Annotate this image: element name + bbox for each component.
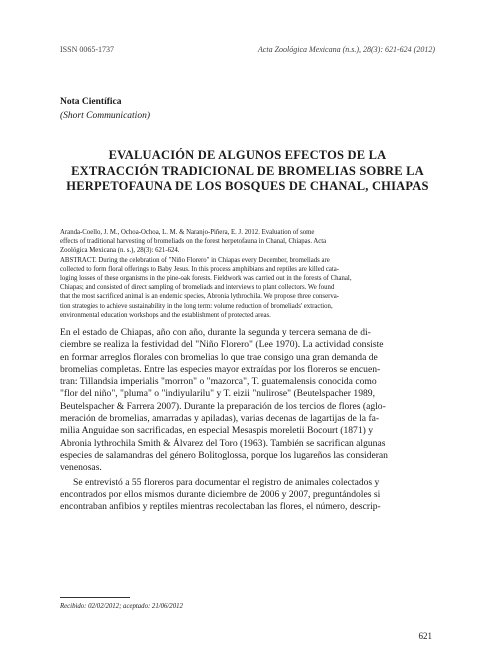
body-line: bromelias completas. Entre las especies mayor extraídas por los floreros se encuen- (60, 363, 381, 375)
abstract-line: Chiapas; and consisted of direct sampling of bromeliads and interviews to plant collectors. We found (60, 284, 335, 292)
issn: ISSN 0065-1737 (60, 45, 115, 54)
body-line: "flor del niño", "pluma" o "indiyularilu" y T. eizii "nulirose" (Beutelspacher 1989, (60, 388, 375, 400)
body-line: especies de salamandras del género Bolitoglossa, porque los lugareños las consideran (60, 449, 388, 461)
abstract-line: that the most sacrificed animal is an endemic species, Abronia lythrochila. We propose three conserva- (60, 293, 340, 301)
citation-line: Zoológica Mexicana (n. s.), 28(3): 621-624. (60, 247, 180, 255)
body-line: venenosas. (60, 462, 102, 474)
citation-line: Aranda-Coello, J. M., Ochoa-Ochoa, L. M. & Naranjo-Piñera, E. J. 2012. Evaluation of some (60, 229, 315, 236)
body-line: En el estado de Chiapas, año con año, durante la segunda y tercera semana de di- (60, 327, 371, 338)
body-line: Beutelspacher & Farrera 2007). Durante la preparación de los tercios de flores (aglo- (60, 400, 386, 412)
body-line: tran: Tillandsia imperialis "morron" o "mazorca", T. guatemalensis conocida como (60, 376, 377, 388)
body-line: ciembre se realiza la festividad del "Niño Florero" (Lee 1970). La actividad consiste (60, 339, 384, 351)
footnote-divider (60, 597, 130, 598)
body-line: milia Anguidae son sacrificadas, en especial Mesaspis moreletii Bocourt (1871) y (60, 425, 374, 437)
article-title (60, 148, 435, 195)
body-line: meración de bromelias, amarradas y apiladas), varias decenas de lagartijas de la fa- (60, 413, 380, 425)
body-line: Abronia lythrochila Smith & Álvarez del Toro (1963). También se sacrifican algunas (60, 437, 386, 449)
abstract-line: ABSTRACT. During the celebration of "Niño Florero" in Chiapas every December, bromeliads are (60, 256, 330, 264)
page-number: 621 (418, 631, 432, 641)
title-line: EXTRACCIÓN TRADICIONAL DE BROMELIAS SOBRE LA (71, 163, 424, 178)
journal-citation: Acta Zoológica Mexicana (n.s.), 28(3): 621-624 (2012) (257, 45, 435, 54)
abstract-line: collected to form floral offerings to Baby Jesus. In this process amphibians and reptiles are killed cata- (60, 265, 340, 273)
body-line: Se entrevistó a 55 floreros para documentar el registro de animales colectados y (73, 476, 380, 488)
title-line: EVALUACIÓN DE ALGUNOS EFECTOS DE LA (108, 148, 387, 162)
section-label-en: (Short Communication) (60, 111, 150, 121)
citation-line: effects of traditional harvesting of bromeliads on the forest herpetofauna in Chanal, Chiapas. Acta (60, 238, 327, 246)
body-text (60, 327, 434, 513)
abstract-block (60, 228, 432, 320)
body-line: encontraban anfibios y reptiles mientras recolectaban las flores, el número, descrip- (60, 501, 381, 513)
section-label: Nota Científica (60, 97, 122, 107)
abstract-line: loging losses of these organisms in the pine-oak forests. Fieldwork was carried out in the forests of Chanal, (60, 275, 352, 283)
received-dates: Recibido: 02/02/2012; aceptado: 21/06/2012 (60, 603, 183, 610)
body-line: encontrados por ellos mismos durante diciembre de 2006 y 2007, preguntándoles si (60, 488, 381, 500)
title-line: HERPETOFAUNA DE LOS BOSQUES DE CHANAL, CHIAPAS (66, 179, 429, 193)
abstract-line: tion strategies to achieve sustainability in the long term: volume reduction of bromeliads' extraction, (60, 302, 333, 310)
body-line: en formar arreglos florales con bromelias lo que trae consigo una gran demanda de (60, 351, 378, 363)
abstract-line: environmental education workshops and the establishment of protected areas. (60, 311, 271, 319)
